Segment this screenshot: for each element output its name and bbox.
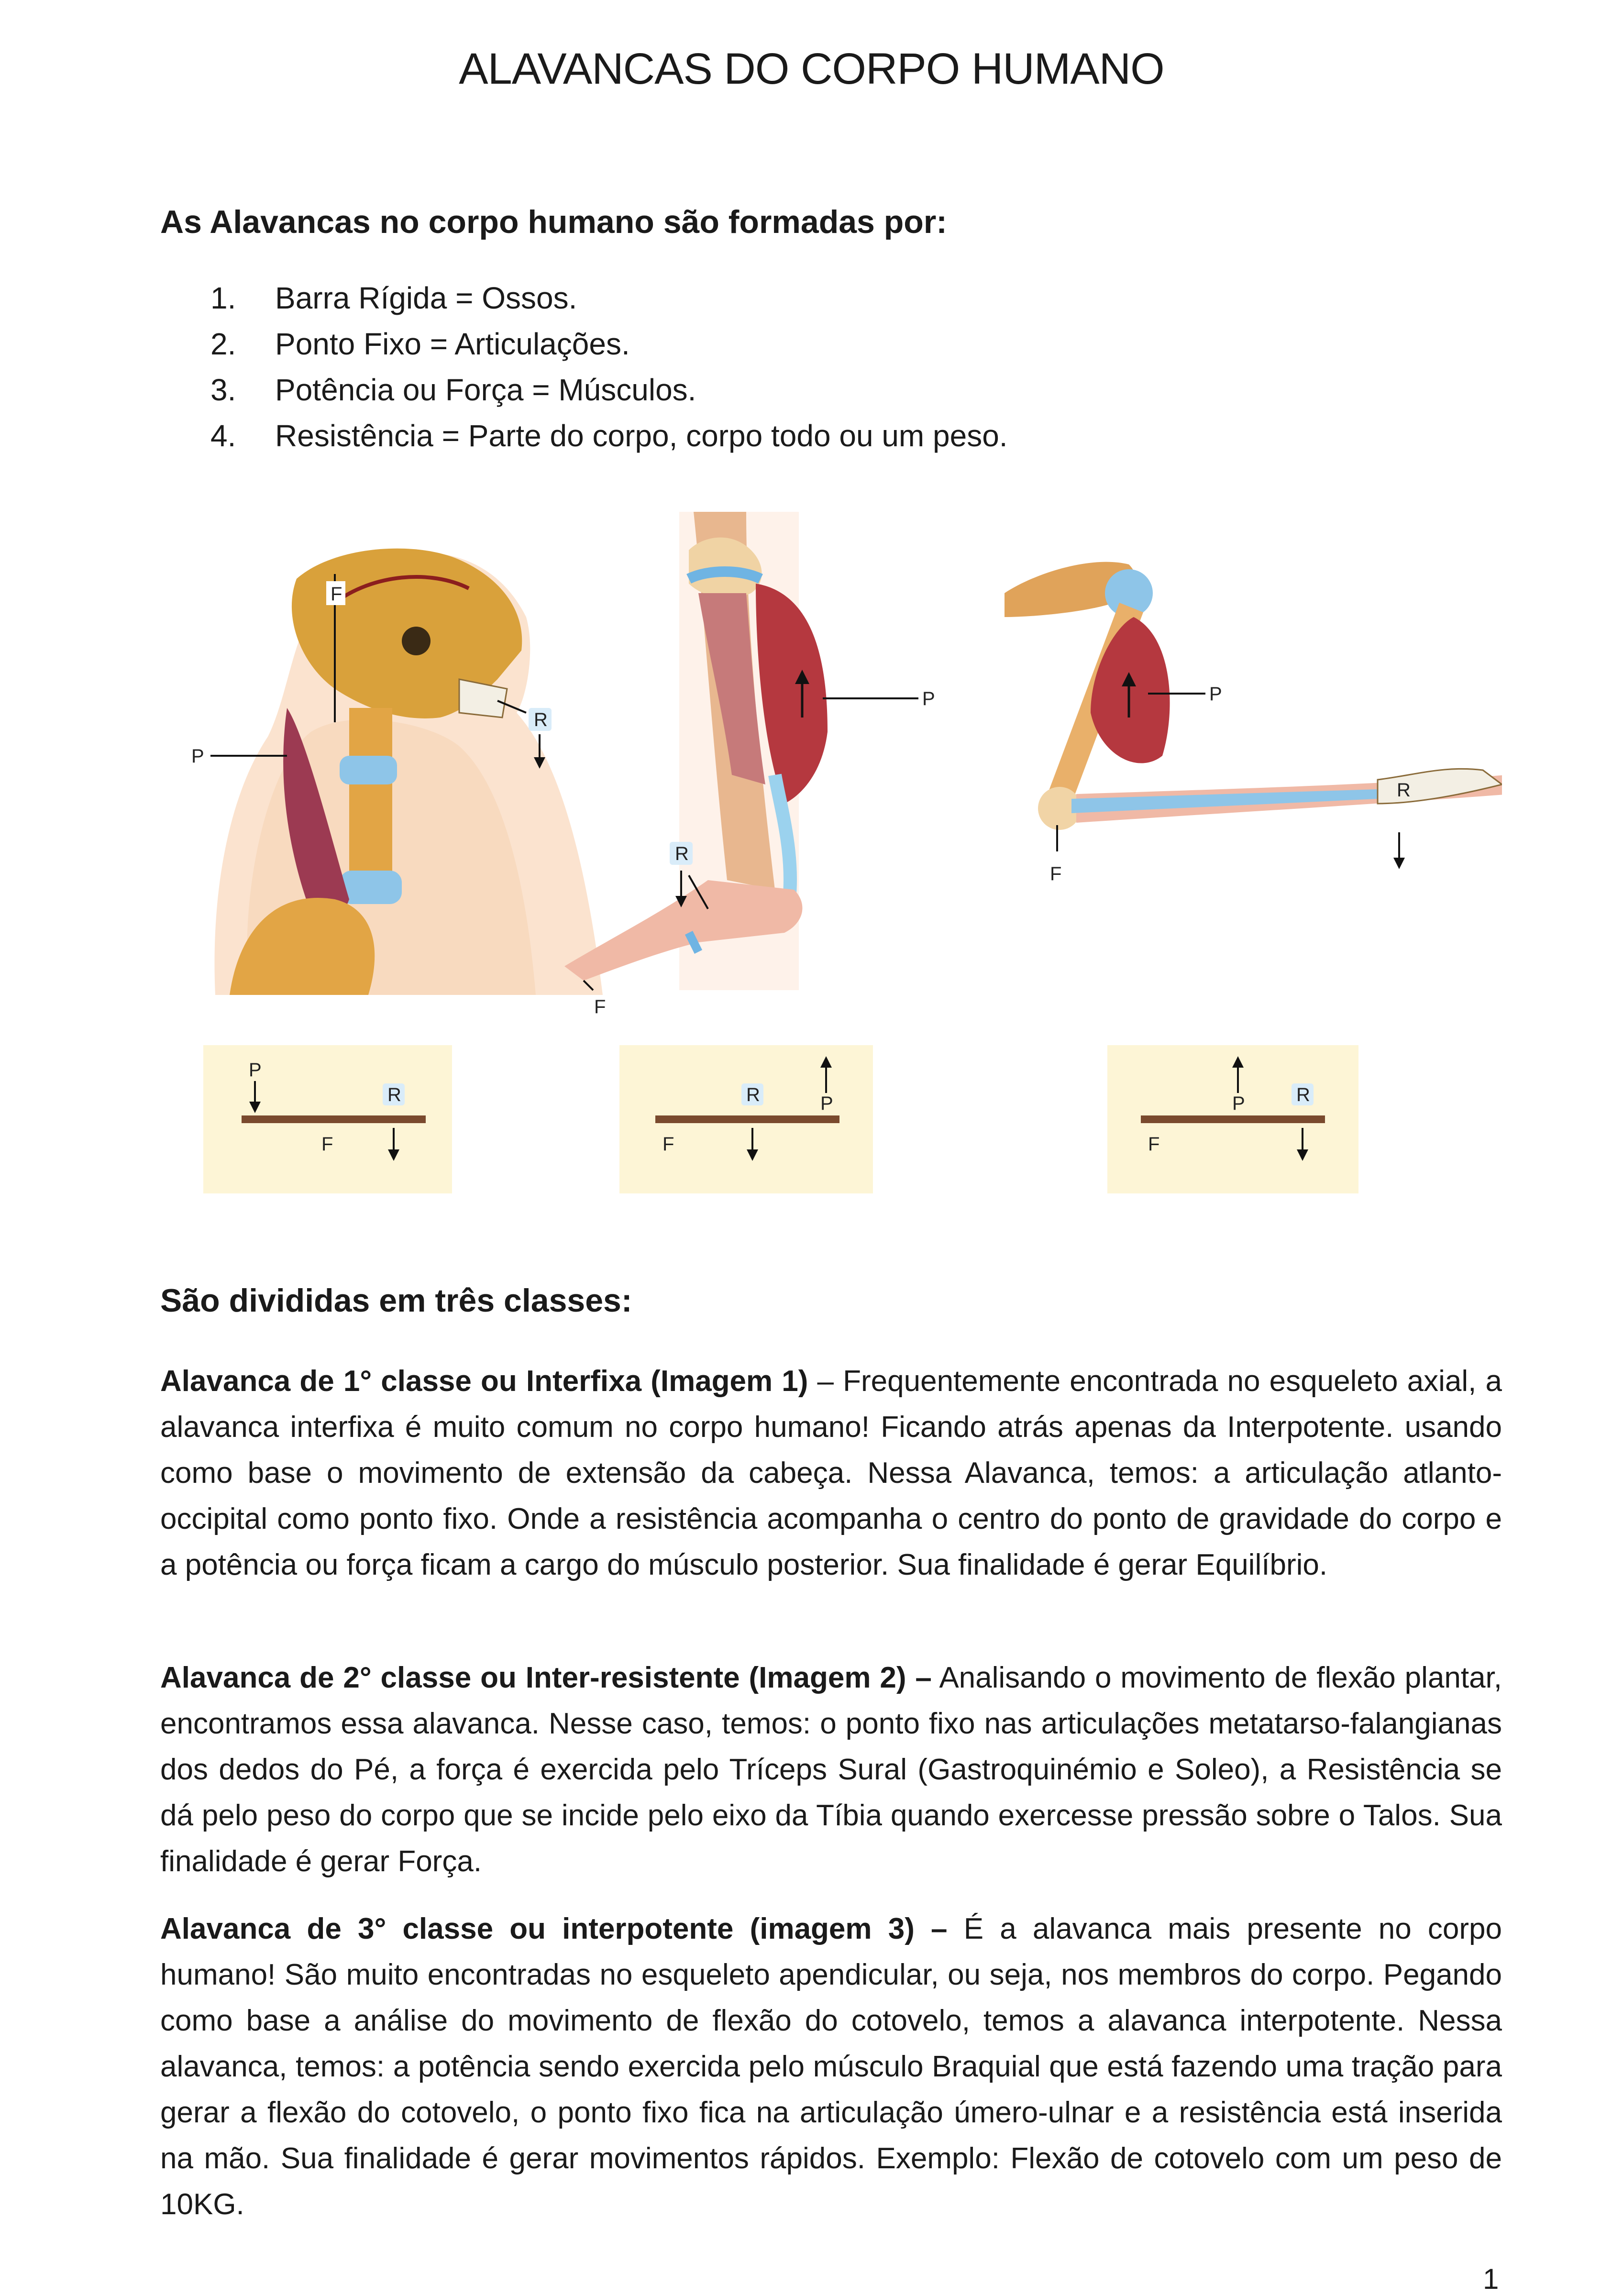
label-r: R	[746, 1084, 760, 1105]
paragraph-interfixa: Alavanca de 1° classe ou Interfixa (Imagem 1) – Frequentemente encontrada no esqueleto axial, a alavanca interfixa é muito comum no corpo humano! Ficando atrás apenas da Interpotente. usando como base o movimento de extensão da cabeça. Nessa Alavanca, temos: a articulação atlanto-occipital como ponto fixo. Onde a resistência acompanha o centro do ponto de gravidade do corpo e a potência ou força ficam a cargo do músculo posterior. Sua finalidade é gerar Equilíbrio.	[160, 1365, 1502, 1581]
label-f: F	[662, 1134, 674, 1155]
label-f: F	[594, 996, 606, 1017]
list-item: 1. Barra Rígida = Ossos.	[210, 281, 577, 315]
label-r: R	[387, 1084, 401, 1105]
lever-diagram-inter-resistente	[619, 1045, 873, 1193]
label-r: R	[675, 843, 689, 864]
label-p: P	[1232, 1093, 1245, 1114]
lever-illustrations	[191, 507, 1502, 1225]
paragraph-inter-resistente: Alavanca de 2° classe ou Inter-resistente (Imagem 2) – Analisando o movimento de flexão plantar, encontramos essa alavanca. Nesse caso, temos: o ponto fixo nas articulações metatarso-falangianas dos dedos do Pé, a força é exercida pelo Tríceps Sural (Gastroquinémio e Soleo), a Resistência se dá pelo peso do corpo que se incide pelo eixo da Tíbia quando exercesse pressão sobre o Talos. Sua finalidade é gerar Força.	[160, 1661, 1502, 1878]
components-list	[210, 275, 1008, 459]
label-f: F	[321, 1134, 333, 1155]
label-p: P	[820, 1093, 833, 1114]
label-f: F	[331, 584, 342, 605]
lever-diagram-interpotente	[1107, 1045, 1358, 1193]
label-p: P	[922, 688, 935, 709]
label-f: F	[1050, 863, 1062, 884]
label-r: R	[1397, 780, 1411, 801]
list-item: 4. Resistência = Parte do corpo, corpo todo ou um peso.	[210, 419, 1008, 453]
list-item: 3. Potência ou Força = Músculos.	[210, 373, 696, 407]
page-number: 1	[1483, 2263, 1499, 2295]
paragraph-interpotente: Alavanca de 3° classe ou interpotente (imagem 3) – É a alavanca mais presente no corpo humano! São muito encontradas no esqueleto apendicular, ou seja, nos membros do corpo. Pegando como base a análise do movimento de flexão do cotovelo, temos a alavanca interpotente. Nessa alavanca, temos: a potência sendo exercida pelo músculo Braquial que está fazendo uma tração para gerar a flexão do cotovelo, o ponto fixo fica na articulação úmero-ulnar e a resistência está inserida na mão. Sua finalidade é gerar movimentos rápidos. Exemplo: Flexão de cotovelo com um peso de 10KG.	[160, 1912, 1502, 2221]
label-f: F	[1148, 1134, 1160, 1155]
head-lever-illustration	[191, 549, 603, 995]
label-p: P	[191, 746, 204, 767]
label-r: R	[534, 709, 548, 730]
classes-heading: São divididas em três classes:	[160, 1282, 632, 1319]
label-p: P	[249, 1060, 262, 1081]
page-title: ALAVANCAS DO CORPO HUMANO	[459, 44, 1164, 93]
list-item: 2. Ponto Fixo = Articulações.	[210, 327, 630, 361]
lever-diagram-interfixa	[203, 1045, 452, 1193]
foot-lever-illustration	[564, 512, 935, 1017]
label-p: P	[1209, 684, 1222, 705]
intro-heading: As Alavancas no corpo humano são formadas por:	[160, 204, 947, 240]
arm-lever-illustration	[1005, 562, 1502, 884]
label-r: R	[1296, 1084, 1310, 1105]
